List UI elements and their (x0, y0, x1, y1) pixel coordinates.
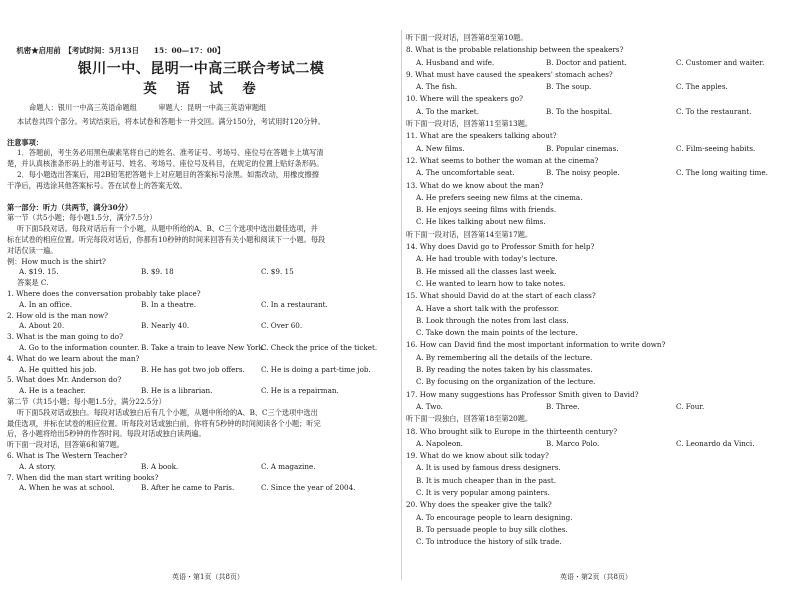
question-text: 13. What do we know about the man? (406, 180, 544, 190)
group-instruction: 听下面一段对话，回答第6和第7题。 (7, 440, 124, 450)
intro-line: 本试卷共四个部分。考试结束后，将本试卷和答题卡一并交回。满分150分，考试用时120分钟。 (17, 116, 325, 126)
example-options (7, 267, 395, 278)
question-15 (406, 290, 790, 339)
question-options (406, 57, 790, 69)
option-a: A. By remembering all the details of the lecture. (416, 352, 593, 362)
option-b: B. After he came to Paris. (141, 483, 235, 493)
question-options (406, 438, 790, 450)
question-2 (7, 311, 395, 333)
option-c: C. Since the year of 2004. (261, 483, 356, 493)
option-a: A. In an office. (19, 299, 73, 309)
option-b: B. A book. (141, 461, 179, 471)
option-b: B. Nearly 40. (141, 321, 190, 331)
option-a: A. Husband and wife. (416, 57, 495, 67)
question-text: 2. How old is the man now? (7, 310, 108, 320)
question-text: 8. What is the probable relationship between the speakers? (406, 45, 624, 55)
option-c: C. Four. (676, 401, 705, 411)
question-text: 10. Where will the speakers go? (406, 94, 523, 104)
option-c: C. The apples. (676, 82, 728, 92)
question-options (7, 343, 395, 354)
question-text: 16. How can David find the most important information to write down? (406, 340, 666, 350)
option-c: C. In a restaurant. (261, 299, 328, 309)
question-13 (406, 180, 790, 229)
group-instruction: 听下面一段独白，回答第18至第20题。 (406, 414, 533, 424)
notice-line: 干净后，再选涂其他答案标号。答在试卷上的答案无效。 (7, 180, 187, 190)
option-b: B. It is much cheaper than in the past. (416, 475, 557, 485)
question-options (406, 143, 790, 155)
question-text: 7. When did the man start writing books? (7, 472, 159, 482)
section1-instructions: 听下面5段对话。每段对话后有一个小题，从题中所给的A、B、C三个选项中选出最佳选项，并 (17, 224, 318, 234)
question-options (406, 81, 790, 93)
option-c: C. Over 60. (261, 321, 303, 331)
option-c: C. The long waiting time. (676, 168, 768, 178)
part1-heading: 第一部分：听力（共两节，满分30分） (7, 202, 133, 212)
question-20 (406, 499, 790, 548)
question-text: 12. What seems to bother the woman at the cinema? (406, 155, 599, 165)
option-b: B. Doctor and patient. (546, 57, 627, 67)
question-options (406, 401, 790, 413)
question-text: 5. What does Mr. Anderson do? (7, 375, 122, 385)
option-b: B. The soup. (546, 82, 592, 92)
question-18 (406, 426, 790, 451)
option-c: C. A magazine. (261, 461, 316, 471)
question-11 (406, 130, 790, 155)
option-a: A. When he was at school. (19, 483, 115, 493)
option-b: B. He missed all the classes last week. (416, 266, 557, 276)
question-text: 14. Why does David go to Professor Smith for help? (406, 242, 595, 252)
option-c: C. By focusing on the organization of the lecture. (416, 377, 596, 387)
notice-line: 1．答题前，考生务必用黑色碳素笔将自己的姓名、准考证号、考场号、座位号在答题卡上填写清 (17, 148, 324, 158)
question-1 (7, 289, 395, 311)
option-a: A. He prefers seeing new films at the cinema. (416, 192, 583, 202)
question-10 (406, 93, 790, 118)
option-b: B. To the hospital. (546, 106, 613, 116)
question-4 (7, 354, 395, 376)
section2-instructions: 后，各小题将给出5秒钟的作答时间。每段对话或独白读两遍。 (7, 429, 206, 439)
option-c: C. It is very popular among painters. (416, 487, 550, 497)
option-a: A. About 20. (19, 321, 65, 331)
question-3 (7, 332, 395, 354)
option-c: C. To introduce the history of silk trade. (416, 537, 562, 547)
question-text: 3. What is the man going to do? (7, 332, 123, 342)
option-b: B. He is a librarian. (141, 386, 213, 396)
option-c: C. He is doing a part-time job. (261, 364, 371, 374)
option-a: A. Have a short talk with the professor. (416, 303, 560, 313)
question-options (7, 483, 395, 494)
option-b: B. Take a train to leave New York. (141, 342, 266, 352)
option-b: B. Marco Polo. (546, 438, 600, 448)
option-a: A. It is used by famous dress designers. (416, 463, 561, 473)
question-options (406, 106, 790, 118)
option-b: B. Three. (546, 401, 580, 411)
question-text: 4. What do we learn about the man? (7, 353, 140, 363)
option-b: B. In a theatre. (141, 299, 197, 309)
question-options (7, 321, 395, 332)
option-c: C. Take down the main points of the lecture. (416, 328, 578, 338)
question-text: 17. How many suggestions has Professor Smith given to David? (406, 389, 639, 399)
option-a: A. He had trouble with today's lecture. (416, 254, 558, 264)
option-c: C. He likes talking about new films. (416, 217, 546, 227)
question-6 (7, 451, 395, 473)
question-text: 6. What is The Western Teacher? (7, 450, 128, 460)
option-a: A. New films. (416, 143, 465, 153)
exam-time: 【考试时间：5月13日 15：00—17：00】 (68, 46, 225, 55)
section2-instructions: 最佳选项，并标在试卷的相应位置。听每段对话或独白前，你将有5秒钟的时间阅读各个小题；听完 (7, 418, 321, 428)
question-8 (406, 44, 790, 69)
option-a: A. The fish. (416, 82, 458, 92)
option-a: A. Napoleon. (416, 438, 464, 448)
option-b: B. He enjoys seeing films with friends. (416, 205, 557, 215)
group-instruction: 听下面一段对话，回答第14至第17题。 (406, 229, 533, 239)
option-c: C. He is a repairman. (261, 386, 339, 396)
option-b: B. The noisy people. (546, 168, 620, 178)
option-a: A. $19. 15. (19, 267, 59, 277)
question-text: 19. What do we know about silk today? (406, 451, 549, 461)
question-text: 9. What must have caused the speakers' stomach aches? (406, 69, 613, 79)
option-a: A. He is a teacher. (19, 386, 86, 396)
option-c: C. To the restaurant. (676, 106, 752, 116)
exam-title: 银川一中、昆明一中高三联合考试二模 (77, 61, 325, 77)
question-19 (406, 450, 790, 499)
right-column (406, 32, 790, 548)
question-9 (406, 69, 790, 94)
group-instruction: 听下面一段对话，回答第11至第13题。 (406, 119, 533, 129)
confidential-mark: 机密★启用前 (16, 46, 61, 55)
question-options (7, 386, 395, 397)
question-options (7, 300, 395, 311)
option-a: A. A story. (19, 461, 56, 471)
option-c: C. Customer and waiter. (676, 57, 765, 67)
question-options (406, 167, 790, 179)
column-divider (401, 30, 402, 580)
notice-line: 楚，并认真核准条形码上的准考证号、姓名、考场号、座位号及科目，在规定的位置上贴好条形码。 (7, 159, 324, 169)
option-c: C. Leonardo da Vinci. (676, 438, 755, 448)
question-7 (7, 473, 395, 495)
option-c: C. Film-seeing habits. (676, 143, 756, 153)
option-c: C. $9. 15 (261, 267, 294, 277)
option-a: A. To the market. (416, 106, 479, 116)
subject-title: 英 语 试 卷 (143, 81, 259, 97)
question-text: 18. Who brought silk to Europe in the thirteenth century? (406, 426, 618, 436)
option-b: B. Popular cinemas. (546, 143, 619, 153)
example-answer: 答案是 C. (17, 278, 49, 288)
section1-heading: 第一节（共5小题；每小题1.5分，满分7.5分） (7, 213, 157, 223)
section2-instructions: 听下面5段对话或独白。每段对话或独白后有几个小题，从题中所给的A、B、C三个选项中选出 (17, 407, 318, 417)
question-12 (406, 155, 790, 180)
section1-instructions: 对话仅读一遍。 (7, 245, 58, 255)
setters-line: 命题人：银川一中高三英语命题组 审题人：昆明一中高三英语审题组 (29, 103, 267, 112)
left-column (7, 30, 395, 494)
question-options (7, 462, 395, 473)
notice-heading: 注意事项： (7, 137, 43, 147)
option-c: C. Check the price of the ticket. (261, 342, 378, 352)
option-b: B. By reading the notes taken by his classmates. (416, 365, 593, 375)
question-14 (406, 241, 790, 290)
question-16 (406, 339, 790, 388)
question-17 (406, 389, 790, 414)
option-b: B. Look through the notes from last class. (416, 315, 569, 325)
notice-line: 2．每小题选出答案后，用2B铅笔把答题卡上对应题目的答案标号涂黑。如需改动，用橡皮擦擦 (17, 169, 319, 179)
example-question: 例：How much is the shirt? (7, 256, 106, 266)
question-options (7, 365, 395, 376)
question-text: 15. What should David do at the start of each class? (406, 291, 596, 301)
option-b: B. To persuade people to buy silk clothes. (416, 524, 568, 534)
section1-instructions: 标在试卷的相应位置。听完每段对话后，你都有10秒钟的时间来回答有关小题和阅读下一小题。每段 (7, 234, 326, 244)
question-text: 11. What are the speakers talking about? (406, 131, 557, 141)
question-text: 20. Why does the speaker give the talk? (406, 500, 552, 510)
page-footer-right: 英语・第2页（共8页） (560, 573, 632, 581)
section2-heading: 第二节（共15小题；每小题1.5分，满分22.5分） (7, 396, 166, 406)
option-a: A. He quitted his job. (19, 364, 97, 374)
group-instruction: 听下面一段对话，回答第8至第10题。 (406, 33, 528, 42)
option-b: B. $9. 18 (141, 267, 174, 277)
question-text: 1. Where does the conversation probably take place? (7, 288, 201, 298)
page-footer-left: 英语・第1页（共8页） (172, 573, 244, 581)
option-a: A. To encourage people to learn designing. (416, 512, 573, 522)
option-a: A. The uncomfortable seat. (416, 168, 515, 178)
option-c: C. He wanted to learn how to take notes. (416, 278, 566, 288)
option-a: A. Two. (416, 401, 443, 411)
option-a: A. Go to the information counter. (19, 342, 140, 352)
question-5 (7, 375, 395, 397)
option-b: B. He has got two job offers. (141, 364, 245, 374)
